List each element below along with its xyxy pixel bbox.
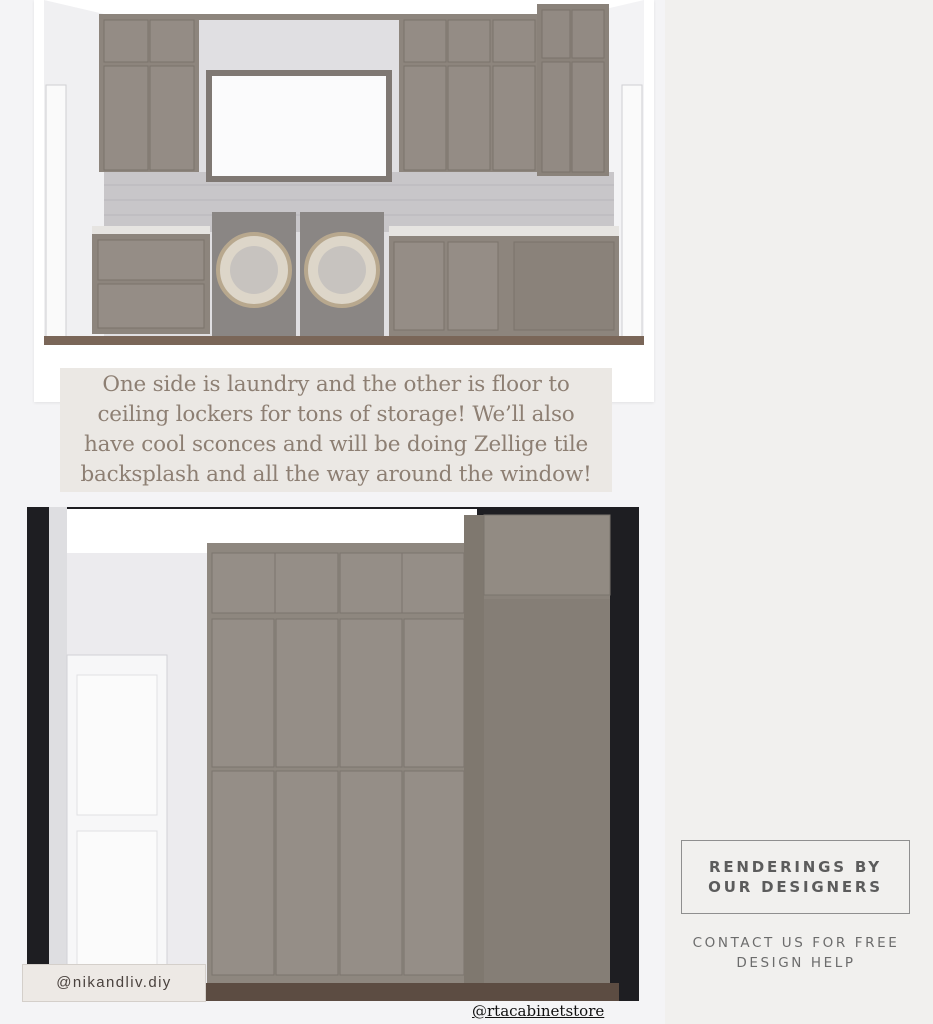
story-caption: One side is laundry and the other is floor to ceiling lockers for tons of storage! We’ll also have cool sconces and will be doing Zellige tile backsplash and all the way around the window!	[60, 368, 612, 492]
laundry-rendering	[34, 0, 654, 402]
contact-line-2: DESIGN HELP	[736, 955, 856, 971]
locker-rendering	[27, 507, 639, 1001]
renderings-cta-box[interactable]	[681, 840, 910, 914]
cta-line-2: OUR DESIGNERS	[708, 878, 883, 896]
contact-subtext	[672, 933, 920, 973]
contact-line-1: CONTACT US FOR FREE	[692, 935, 900, 951]
user-handle-tag[interactable]: @nikandliv.diy	[22, 964, 206, 1002]
laundry-rendering-image	[44, 0, 644, 345]
locker-rendering-image	[27, 507, 639, 1001]
cta-line-1: RENDERINGS BY	[709, 858, 882, 876]
store-mention-link[interactable]: @rtacabinetstore	[472, 1002, 605, 1020]
